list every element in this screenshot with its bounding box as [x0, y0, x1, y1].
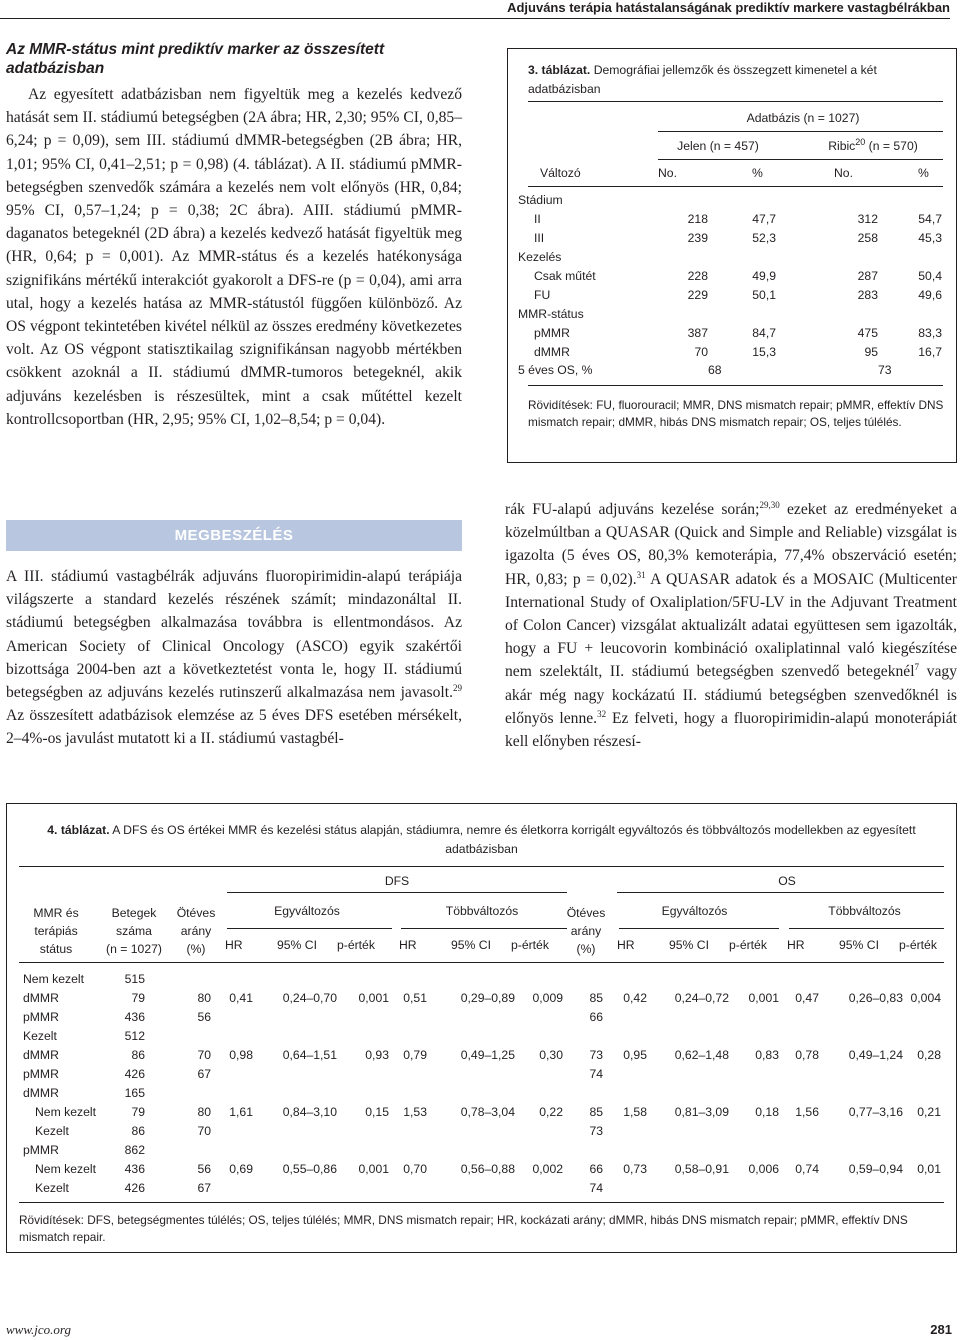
table-subheader-cell: 95% CI — [451, 938, 491, 952]
discussion-right — [505, 498, 957, 753]
table-cell: 0,009 — [532, 991, 563, 1005]
table-cell: 86 — [131, 1124, 145, 1138]
table-rule — [528, 186, 943, 187]
table-cell: 73 — [589, 1124, 603, 1138]
table-cell: 74 — [589, 1181, 603, 1195]
table-row-label: Kezelés — [518, 250, 562, 264]
table-cell: 45,3 — [918, 231, 942, 245]
table-header-pct: % — [918, 166, 929, 180]
table-row-label: Nem kezelt — [23, 972, 84, 986]
table-header-tobbvaltozos: Többváltozós — [445, 904, 519, 918]
table-cell: 0,51 — [403, 991, 427, 1005]
ribic-text: Ribic — [828, 139, 856, 153]
ref-superscript: 29,30 — [759, 499, 780, 510]
ref-superscript: 31 — [636, 569, 646, 580]
table-row-label: dMMR — [534, 345, 570, 359]
table-rule — [401, 928, 567, 929]
table-row-label: Stádium — [518, 193, 563, 207]
table-cell: 239 — [687, 231, 708, 245]
table-header-egyvaltozos: Egyváltozós — [274, 904, 340, 918]
discussion-text-7: Ez felveti, hogy a fluoropirimidin-alapú monoterápiát kell előnyben részesí- — [505, 709, 957, 751]
table-rule — [227, 892, 567, 893]
table-label: 3. táblázat. — [528, 63, 591, 77]
table-subheader-cell: HR — [399, 938, 417, 952]
table-rule — [658, 131, 943, 132]
table-cell: 1,58 — [623, 1105, 647, 1119]
os-label: 5 éves OS, % — [518, 363, 593, 377]
table-rule — [19, 866, 944, 867]
table-subheader-cell: p-érték — [511, 938, 549, 952]
ref-superscript: 29 — [453, 682, 462, 693]
table-caption-text: A DFS és OS értékei MMR és kezelési státus alapján, stádiumra, nemre és életkorra korrigált egyváltozós és többváltozós modellekben az egyesített adatbázisban — [109, 823, 916, 856]
table-cell: 0,78 — [795, 1048, 819, 1062]
table-cell: 0,56–0,88 — [460, 1162, 515, 1176]
discussion-text-6: vagy akár még nagy kockázatú II. stádiumú betegségben szenvedőknél is előnyös lenne. — [505, 663, 957, 727]
table-cell: 0,78–3,04 — [460, 1105, 515, 1119]
table-cell: 229 — [687, 288, 708, 302]
table-subheader-cell: p-érték — [337, 938, 375, 952]
table-cell: 0,28 — [917, 1048, 941, 1062]
table-footnote: Rövidítések: DFS, betegségmentes túlélés; OS, teljes túlélés; MMR, DNS mismatch repair; HR, kockázati arány; dMMR, hibás DNS mismatch repair; pMMR, effektív DNS mismatch repair. — [19, 1213, 908, 1244]
table-cell: 0,30 — [539, 1048, 563, 1062]
table-cell: 50,1 — [752, 288, 776, 302]
table-row-label: Nem kezelt — [35, 1105, 96, 1119]
table-cell: 0,01 — [917, 1162, 941, 1176]
table-cell: 0,93 — [365, 1048, 389, 1062]
table-cell: 0,15 — [365, 1105, 389, 1119]
table-cell: 0,62–1,48 — [674, 1048, 729, 1062]
table-header-tobbvaltozos: Többváltozós — [828, 904, 901, 918]
discussion-text-5: A QUASAR adatok és a MOSAIC (Multicenter International Study of Oxaliplation/5FU-LV in the Adjuvant Treatment of Colon Cancer) vizsgálat aktualizált adatai együttesen sem igazolták, hogy a FU + leucovorin kombináció oxaliplatinnal való kiegészítése nem szelektált, II. stádiumú betegségben szenvedő betegeknél — [505, 570, 957, 681]
discussion-left — [6, 565, 462, 751]
table-cell: 54,7 — [918, 212, 942, 226]
table-header-os: OS — [778, 874, 796, 888]
table-cell: 0,49–1,25 — [460, 1048, 515, 1062]
table-row-label: FU — [534, 288, 551, 302]
table-row-label: MMR-státus — [518, 307, 584, 321]
table-header-oteves-os: Ötéves arány (%) — [566, 906, 606, 956]
table-cell: 387 — [687, 326, 708, 340]
footer-journal: www.jco.org — [6, 1322, 72, 1337]
table-cell: 0,64–1,51 — [282, 1048, 337, 1062]
table-cell: 0,47 — [795, 991, 819, 1005]
table-row-label: pMMR — [23, 1143, 59, 1157]
os-ribic: 73 — [878, 363, 892, 377]
ribic-n-text: (n = 570) — [865, 139, 918, 153]
table-cell: 426 — [124, 1181, 145, 1195]
table-subheader-cell: HR — [225, 938, 243, 952]
page-number: 281 — [930, 1322, 952, 1337]
table-cell: 218 — [687, 212, 708, 226]
table-row-label: pMMR — [534, 326, 570, 340]
table-cell: 0,74 — [795, 1162, 819, 1176]
table-cell: 0,42 — [623, 991, 647, 1005]
table-cell: 512 — [124, 1029, 145, 1043]
table-cell: 0,77–3,16 — [848, 1105, 903, 1119]
table-header-ribic — [798, 136, 948, 153]
table-subheader-cell: p-érték — [729, 938, 767, 952]
table-subheader-cell: HR — [617, 938, 635, 952]
table-cell: 0,22 — [539, 1105, 563, 1119]
table-caption — [528, 61, 948, 99]
table-cell: 436 — [124, 1162, 145, 1176]
table-rule — [619, 928, 779, 929]
table-cell: 0,21 — [917, 1105, 941, 1119]
ref-superscript: 32 — [597, 708, 607, 719]
results-paragraph: Az egyesített adatbázisban nem figyeltük meg a kezelés kedvező hatását sem II. stádiumú betegségben (2A ábra; HR, 2,30; 95% CI, 0,85–6,24; p = 0,09), sem III. stádiumú dMMR-betegségben (2B ábra; HR, 1,01; 95% CI, 0,41–2,51; p = 0,98) (4. táblázat). A II. stádiumú pMMR-betegségben szenvedők számára a kezelés nem volt előnyös (HR, 0,84; 95% CI, 0,57–1,24; p = 0,38; 2C ábra). AIII. stádiumú pMMR-daganatos betegeknél (2D ábra) a kezelés kedvező hatását figyeltük meg (HR, 0,64; p = 0,001). Az MMR-státus és a kezelés hatékonysága szignifikáns mértékű interakciót gyakorolt a DFS-re (p = 0,04), ami arra utal, hogy a kezelés hatása az MMR-státustól függően különböző. Az OS végpont tekintetében kivétel nélkül az összes eredmény következetes volt. Az OS végpont statisztikailag szignifikánsan nagyobb mértékben csökkent azoknál a II. stádiumú dMMR-tumoros betegeknél, akik adjuváns kezelésben is részesültek, mint a csak műtéttel kezelt kontrollcsoportban (HR, 2,95; 95% CI, 1,02–8,54; p = 0,04). — [6, 86, 462, 428]
table-rule — [19, 962, 944, 963]
table-cell: 0,73 — [623, 1162, 647, 1176]
discussion-heading: MEGBESZÉLÉS — [6, 520, 462, 551]
table-rule — [528, 385, 943, 386]
table-cell: 515 — [124, 972, 145, 986]
table-cell: 84,7 — [752, 326, 776, 340]
table-row-label: pMMR — [23, 1067, 59, 1081]
table-cell: 50,4 — [918, 269, 942, 283]
table-cell: 0,002 — [532, 1162, 563, 1176]
table-cell: 79 — [131, 991, 145, 1005]
table-row-label: II — [534, 212, 541, 226]
table-cell: 287 — [857, 269, 878, 283]
table-3 — [507, 48, 957, 463]
table-header-valtozo: Változó — [540, 166, 581, 180]
table-cell: 0,70 — [403, 1162, 427, 1176]
ref-superscript: 20 — [855, 136, 866, 147]
table-cell: 0,69 — [229, 1162, 253, 1176]
table-row-label: Kezelt — [35, 1181, 69, 1195]
table-cell: 70 — [197, 1124, 211, 1138]
table-cell: 0,004 — [910, 991, 941, 1005]
table-cell: 0,81–3,09 — [674, 1105, 729, 1119]
table-cell: 79 — [131, 1105, 145, 1119]
table-cell: 66 — [589, 1010, 603, 1024]
table-header-oteves-dfs: Ötéves arány (%) — [176, 906, 216, 956]
table-cell: 70 — [694, 345, 708, 359]
table-cell: 74 — [589, 1067, 603, 1081]
table-cell: 73 — [589, 1048, 603, 1062]
table-rule — [658, 159, 943, 160]
table-row-label: Csak műtét — [534, 269, 596, 283]
table-cell: 862 — [124, 1143, 145, 1157]
table-header-no: No. — [834, 166, 853, 180]
table-subheader-cell: 95% CI — [839, 938, 879, 952]
table-cell: 0,83 — [755, 1048, 779, 1062]
table-cell: 0,006 — [748, 1162, 779, 1176]
table-cell: 0,58–0,91 — [674, 1162, 729, 1176]
table-cell: 1,53 — [403, 1105, 427, 1119]
table-header-mmr: MMR és terápiás státus — [33, 906, 79, 956]
table-header-pct: % — [752, 166, 763, 180]
table-cell: 67 — [197, 1067, 211, 1081]
table-cell: 80 — [197, 1105, 211, 1119]
table-cell: 0,59–0,94 — [848, 1162, 903, 1176]
table-footnote: Rövidítések: FU, fluorouracil; MMR, DNS mismatch repair; pMMR, effektív DNS mismatch repair; dMMR, hibás DNS mismatch repair; OS, teljes túlélés. — [528, 398, 944, 429]
table-cell: 86 — [131, 1048, 145, 1062]
table-rule — [227, 928, 392, 929]
table-caption — [19, 821, 944, 859]
table-cell: 436 — [124, 1010, 145, 1024]
table-cell: 283 — [857, 288, 878, 302]
discussion-text-3: rák FU-alapú adjuváns kezelése során; — [505, 501, 760, 518]
table-cell: 0,26–0,83 — [848, 991, 903, 1005]
table-cell: 83,3 — [918, 326, 942, 340]
table-cell: 66 — [589, 1162, 603, 1176]
table-cell: 0,49–1,24 — [848, 1048, 903, 1062]
table-cell: 85 — [589, 1105, 603, 1119]
table-cell: 0,24–0,70 — [282, 991, 337, 1005]
table-row-label: Kezelt — [23, 1029, 57, 1043]
discussion-text-1: A III. stádiumú vastagbélrák adjuváns fluoropirimidin-alapú terápiája világszerte a standard kezelés részének számít; mindazonáltal II. stádiumú betegségben alkalmazása továbbra is ellentmondásos. Az American Society of Clinical Oncology (ASCO) egyik szakértői bizottsága 2004-ben azt a következtetést vonta le, hogy II. stádiumú betegségben az adjuváns kezelés rutinszerű alkalmazása nem javasolt. — [6, 568, 462, 702]
table-cell: 312 — [857, 212, 878, 226]
table-rule — [19, 1202, 944, 1203]
table-header-betegek: Betegek száma (n = 1027) — [106, 906, 162, 956]
table-cell: 67 — [197, 1181, 211, 1195]
table-cell: 0,24–0,72 — [674, 991, 729, 1005]
table-cell: 80 — [197, 991, 211, 1005]
table-header-egyvaltozos: Egyváltozós — [661, 904, 728, 918]
table-cell: 0,79 — [403, 1048, 427, 1062]
table-cell: 56 — [197, 1162, 211, 1176]
table-cell: 0,95 — [623, 1048, 647, 1062]
table-cell: 49,9 — [752, 269, 776, 283]
table-cell: 426 — [124, 1067, 145, 1081]
table-cell: 47,7 — [752, 212, 776, 226]
table-header-database: Adatbázis (n = 1027) — [746, 111, 860, 125]
table-caption-text: Demográfiai jellemzők és összegzett kimenetel a két adatbázisban — [528, 63, 877, 96]
table-rule — [528, 101, 943, 102]
table-cell: 0,18 — [755, 1105, 779, 1119]
table-row-label: dMMR — [23, 1086, 59, 1100]
table-cell: 0,55–0,86 — [282, 1162, 337, 1176]
table-row-label: Kezelt — [35, 1124, 69, 1138]
running-head: Adjuváns terápia hatástalanságának prediktív markere vastagbélrákban — [0, 0, 950, 19]
table-cell: 70 — [197, 1048, 211, 1062]
table-label: 4. táblázat. — [47, 823, 110, 837]
table-cell: 0,84–3,10 — [282, 1105, 337, 1119]
table-rule — [789, 928, 944, 929]
table-cell: 165 — [124, 1086, 145, 1100]
table-cell: 228 — [687, 269, 708, 283]
discussion-text-4: ezeket az eredményeket a közelmúltban a QUASAR (Quick and Simple and Reliable) vizsgálat is igazolta (5 éves OS, 80,3% kemoterápia, 77,4% obszerváció esetén; HR, 0,83; p = 0,02). — [505, 501, 957, 588]
table-cell: 258 — [857, 231, 878, 245]
table-cell: 15,3 — [752, 345, 776, 359]
table-cell: 56 — [197, 1010, 211, 1024]
table-row-label: Nem kezelt — [35, 1162, 96, 1176]
table-cell: 475 — [857, 326, 878, 340]
table-cell: 1,61 — [229, 1105, 253, 1119]
section-heading: Az MMR-státus mint prediktív marker az összesített adatbázisban — [6, 41, 385, 77]
table-4 — [6, 803, 957, 1253]
table-cell: 16,7 — [918, 345, 942, 359]
table-row-label: dMMR — [23, 1048, 59, 1062]
table-subheader-cell: 95% CI — [277, 938, 317, 952]
table-cell: 0,98 — [229, 1048, 253, 1062]
table-row-label: III — [534, 231, 545, 245]
table-subheader-cell: 95% CI — [669, 938, 709, 952]
table-row-label: dMMR — [23, 991, 59, 1005]
discussion-paragraph-left — [6, 565, 462, 751]
os-jelen: 68 — [708, 363, 722, 377]
table-cell: 85 — [589, 991, 603, 1005]
table-cell: 95 — [864, 345, 878, 359]
table-row-label: pMMR — [23, 1010, 59, 1024]
discussion-text-2: Az összesített adatbázisok elemzése az 5 éves DFS esetében mérsékelt, 2–4%-os javulást mutatott ki a II. stádiumú vastagbél- — [6, 707, 462, 748]
table-rule — [617, 892, 944, 893]
table-header-dfs: DFS — [384, 874, 410, 888]
table-cell: 0,001 — [358, 1162, 389, 1176]
table-header-jelen: Jelen (n = 457) — [677, 139, 759, 153]
table-cell: 0,001 — [748, 991, 779, 1005]
table-cell: 0,29–0,89 — [460, 991, 515, 1005]
table-cell: 0,41 — [229, 991, 253, 1005]
ref-superscript: 7 — [914, 662, 920, 673]
table-subheader-cell: HR — [787, 938, 805, 952]
table-cell: 1,56 — [795, 1105, 819, 1119]
table-header-no: No. — [658, 166, 677, 180]
table-cell: 0,001 — [358, 991, 389, 1005]
table-subheader-cell: p-érték — [899, 938, 937, 952]
discussion-paragraph-right — [505, 498, 957, 753]
table-cell: 49,6 — [918, 288, 942, 302]
table-cell: 52,3 — [752, 231, 776, 245]
results-section — [6, 40, 462, 431]
